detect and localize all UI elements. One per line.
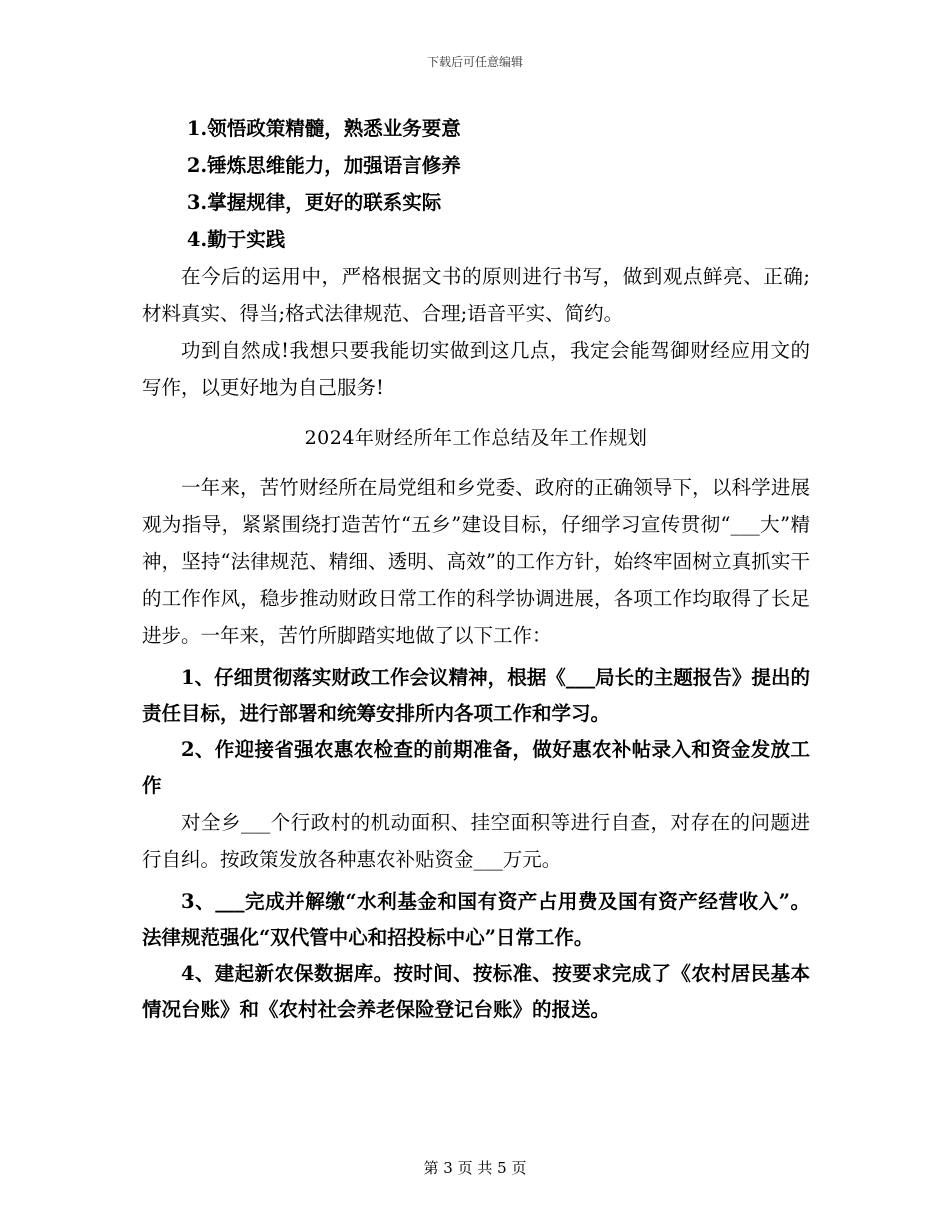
work-item-4: 4、建起新农保数据库。按时间、按标准、按要求完成了《农村居民基本情况台账》和《农村社会养老保险登记台账》的报送。 <box>142 962 810 1021</box>
intro-list-item-4: 4.勤于实践 <box>186 228 286 251</box>
article-title: 2024年财经所年工作总结及年工作规划 <box>304 427 648 449</box>
page-number-footer: 第 3 页 共 5 页 <box>423 1159 527 1177</box>
intro-list-item-2: 2.锤炼思维能力，加强语言修养 <box>186 154 461 177</box>
work-items <box>142 660 810 804</box>
work-item-2-body: 对全乡___个行政村的机动面积、挂空面积等进行自查，对存在的问题进行自纠。按政策发放各种惠农补贴资金___万元。 <box>142 811 810 871</box>
work-item-1: 1、仔细贯彻落实财政工作会议精神，根据《___局长的主题报告》提出的责任目标，进行部署和统筹安排所内各项工作和学习。 <box>142 666 810 725</box>
work-item-2: 2、作迎接省强农惠农检查的前期准备，做好惠农补帖录入和资金发放工作 <box>142 738 810 797</box>
article-lead-paragraph: 一年来，苦竹财经所在局党组和乡党委、政府的正确领导下，以科学进展观为指导，紧紧围绕打造苦竹“五乡”建设目标，仔细学习宣传贯彻“___大”精神，坚持“法律规范、精细、透明、高效”的工作方针，始终牢固树立真抓实干的工作作风，稳步推动财政日常工作的科学协调进展，各项工作均取得了长足进步。一年来，苦竹所脚踏实地做了以下工作： <box>142 476 810 647</box>
intro-list-item-3: 3.掌握规律，更好的联系实际 <box>186 191 442 214</box>
intro-list-item-1: 1.领悟政策精髓，熟悉业务要意 <box>186 117 461 140</box>
intro-paragraph-2: 功到自然成!我想只要我能切实做到这几点，我定会能驾御财经应用文的写作，以更好地为自己服务! <box>142 339 810 399</box>
work-items-continued <box>142 884 810 1028</box>
header-note: 下载后可任意编辑 <box>426 55 523 69</box>
work-item-3: 3、___完成并解缴“水利基金和国有资产占用费及国有资产经营收入”。法律规范强化“双代管中心和招投标中心”日常工作。 <box>142 890 810 949</box>
intro-paragraph-1: 在今后的运用中，严格根据文书的原则进行书写，做到观点鲜亮、正确;材料真实、得当;格式法律规范、合理;语音平实、简约。 <box>142 265 810 325</box>
document-body <box>142 110 810 1028</box>
